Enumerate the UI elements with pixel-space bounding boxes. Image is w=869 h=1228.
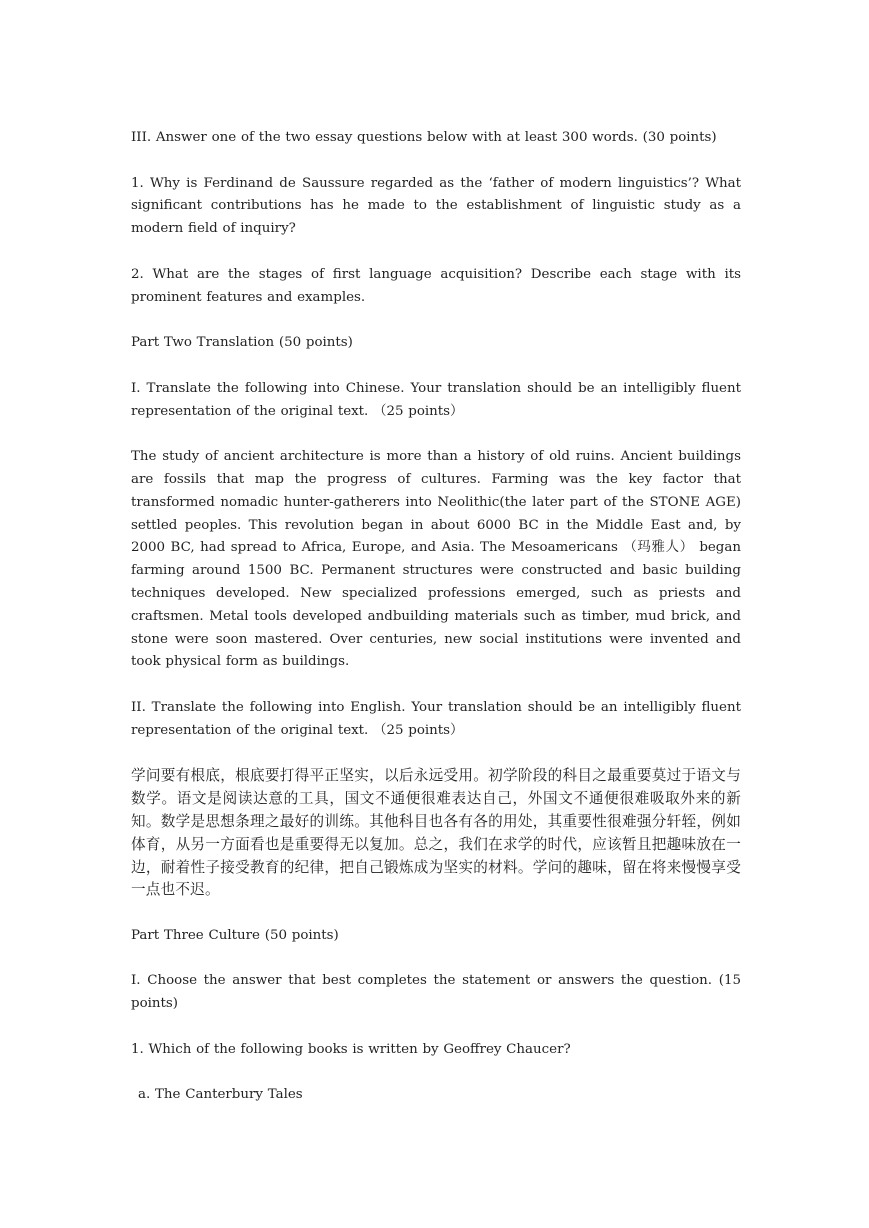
english-passage: The study of ancient architecture is more than a history of old ruins. Ancient buildings are fossils that map the progress of cultures. Farming was the key factor that transformed nomadic hunter-gatherers into Neolithic(the later part of the STONE AGE) settled peoples. This revolution began in about 6000 BC in the Middle East and, by 2000 BC, had spread to Africa, Europe, and Asia. The Mesoamericans （玛雅人） began farming around 1500 BC. Permanent structures were constructed and basic building techniques developed. New specialized professions emerged, such as priests and craftsmen. Metal tools developed andbuilding materials such as timber, mud brick, and stone were soon mastered. Over centuries, new social institutions were invented and took physical form as buildings. <box>131 449 741 670</box>
answer-option-a: a. The Canterbury Tales <box>138 1087 303 1103</box>
essay-question-1: 1. Why is Ferdinand de Saussure regarded as the ‘father of modern linguistics’? What significant contributions has he made to the establishment of linguistic study as a modern field of inquiry? <box>131 175 741 237</box>
translation-section-2-instruction: II. Translate the following into English. Your translation should be an intelligibly fluent representation of the original text. （25 points） <box>131 699 741 738</box>
essay-section-heading: III. Answer one of the two essay questions below with at least 300 words. (30 points) <box>131 130 717 145</box>
exam-page <box>131 127 741 1130</box>
essay-question-2: 2. What are the stages of first language acquisition? Describe each stage with its prominent features and examples. <box>131 266 741 305</box>
translation-section-1-instruction: I. Translate the following into Chinese. Your translation should be an intelligibly fluent representation of the original text. （25 points） <box>131 380 741 419</box>
part-two-heading: Part Two Translation (50 points) <box>131 335 353 351</box>
culture-question-1: 1. Which of the following books is written by Geoffrey Chaucer? <box>131 1041 571 1057</box>
part-three-heading: Part Three Culture (50 points) <box>131 927 339 943</box>
chinese-passage: 学问要有根底，根底要打得平正坚实，以后永远受用。初学阶段的科目之最重要莫过于语文与数学。语文是阅读达意的工具，国文不通便很难表达自己，外国文不通便很难吸取外来的新知。数学是思想条理之最好的训练。其他科目也各有各的用处，其重要性很难强分轩轾，例如体育，从另一方面看也是重要得无以复加。总之，我们在求学的时代，应该暂且把趣味放在一边，耐着性子接受教育的纪律，把自己锻炼成为坚实的材料。学问的趣味，留在将来慢慢享受一点也不迟。 <box>131 767 741 899</box>
culture-section-1-instruction: I. Choose the answer that best completes the statement or answers the question. (15 points) <box>131 973 741 1012</box>
